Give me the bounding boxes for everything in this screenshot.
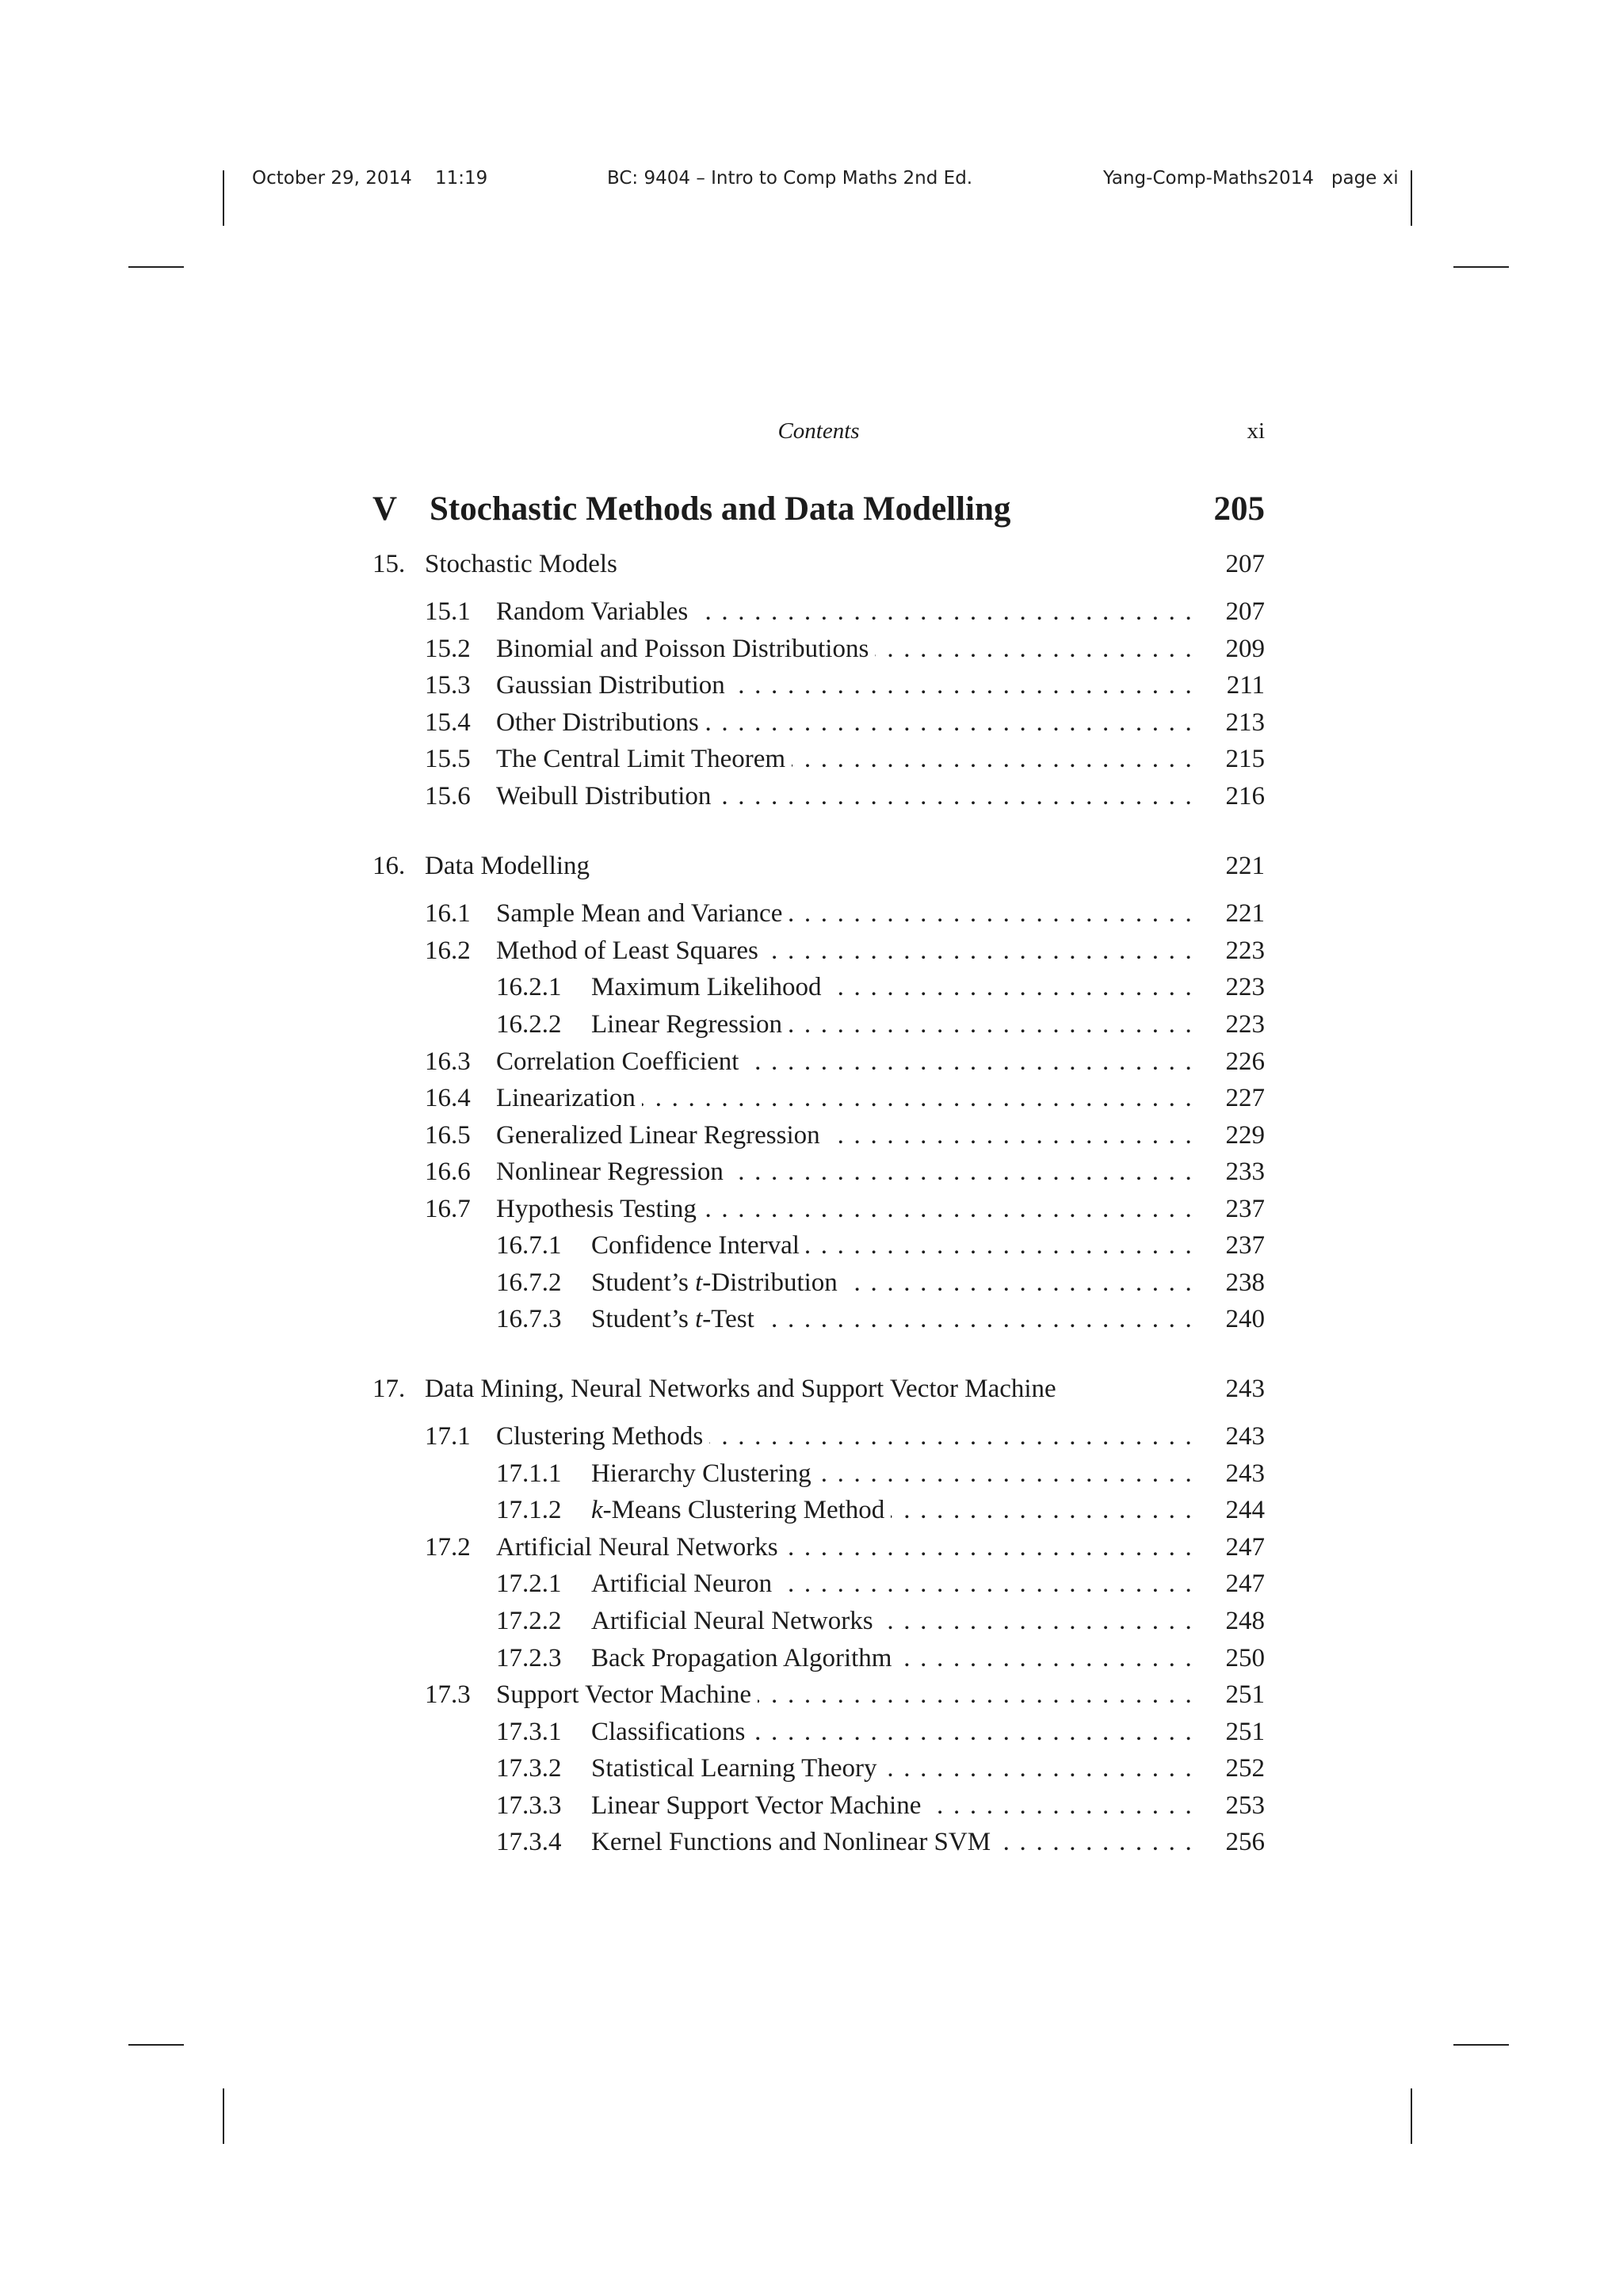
toc-entry-number: 15.1	[425, 597, 471, 626]
toc-entry-title: Data Modelling	[425, 852, 596, 880]
toc-entry-number: 16.	[372, 852, 406, 880]
toc-entry-title: Binomial and Poisson Distributions	[496, 635, 875, 663]
page-head	[372, 418, 1265, 453]
toc-entry-page: 250	[1225, 1644, 1265, 1672]
toc-entry-title: Correlation Coefficient	[496, 1047, 745, 1076]
toc-entry-leader	[591, 1006, 1193, 1043]
toc-entry-title: Back Propagation Algorithm	[591, 1644, 898, 1672]
page-head-number: xi	[1247, 418, 1265, 444]
toc-subsection-entry[interactable]	[372, 1264, 1265, 1301]
toc-entry-number: 16.3	[425, 1047, 471, 1076]
toc-entry-number: 17.1.2	[496, 1496, 562, 1524]
toc-entry-leader	[496, 1043, 1193, 1080]
toc-subsection-entry[interactable]	[372, 1566, 1265, 1602]
toc-entry-leader	[425, 546, 1193, 582]
toc-entry-number: 15.4	[425, 708, 471, 737]
toc-subsection-entry[interactable]	[372, 1227, 1265, 1264]
toc-entry-title: Artificial Neuron	[591, 1569, 778, 1598]
toc-section-entry[interactable]	[372, 1529, 1265, 1566]
crop-mark-bottom-right-vertical	[1411, 2088, 1412, 2144]
toc-entry-title: Classifications	[591, 1718, 751, 1746]
toc-section-entry[interactable]	[372, 631, 1265, 667]
running-header-book: BC: 9404 – Intro to Comp Maths 2nd Ed.	[607, 168, 973, 189]
toc-entry-page: 247	[1225, 1569, 1265, 1598]
toc-subsection-entry[interactable]	[372, 1603, 1265, 1639]
toc-entry-leader	[496, 1191, 1193, 1227]
toc-entry-number: 17.3.4	[496, 1828, 562, 1856]
toc-entry-page: 223	[1225, 973, 1265, 1001]
toc-subsection-entry[interactable]	[372, 969, 1265, 1005]
toc-section-entry[interactable]	[372, 778, 1265, 814]
toc-section-entry[interactable]	[372, 1154, 1265, 1190]
toc-entry-leader	[591, 1492, 1193, 1528]
toc-entry-page: 251	[1225, 1718, 1265, 1746]
toc-entry-number: 16.4	[425, 1084, 471, 1112]
toc-section-entry[interactable]	[372, 1080, 1265, 1116]
toc-subsection-entry[interactable]	[372, 1824, 1265, 1860]
toc-entry-leader	[496, 741, 1193, 777]
toc-entry-leader	[496, 704, 1193, 741]
running-header-file	[1103, 168, 1399, 189]
toc-entry-number: 17.2.3	[496, 1644, 562, 1672]
header-time: 11:19	[435, 168, 488, 189]
toc-entry-leader	[496, 1529, 1193, 1566]
crop-mark-top-left-vertical	[223, 170, 224, 226]
toc-entry-page: 237	[1225, 1231, 1265, 1260]
toc-subsection-entry[interactable]	[372, 1492, 1265, 1528]
toc-entry-page: 233	[1225, 1158, 1265, 1186]
toc-entry-leader	[591, 1301, 1193, 1337]
toc-entry-number: 17.2	[425, 1533, 471, 1562]
toc-entry-page: 223	[1225, 1010, 1265, 1039]
toc-entry-page: 221	[1225, 899, 1265, 928]
toc-entry-number: 16.2.1	[496, 973, 562, 1001]
toc-entry-leader	[496, 933, 1193, 969]
toc-entry-leader	[496, 1080, 1193, 1116]
toc-entry-title: Clustering Methods	[496, 1422, 709, 1451]
toc-entry-leader	[496, 1117, 1193, 1154]
toc-entry-number: 17.1	[425, 1422, 471, 1451]
toc-entry-number: 17.2.2	[496, 1607, 562, 1635]
header-page-label: page xi	[1331, 168, 1399, 189]
toc-entry-title: Maximum Likelihood	[591, 973, 828, 1001]
toc-entry-page: 244	[1225, 1496, 1265, 1524]
toc-section-entry[interactable]	[372, 1117, 1265, 1154]
toc-entry-title: Confidence Interval	[591, 1231, 806, 1260]
toc-chapter-entry[interactable]	[372, 848, 1265, 884]
toc-entry-title: Stochastic Models	[425, 550, 624, 578]
toc-entry-page: 229	[1225, 1121, 1265, 1150]
toc-entry-leader	[425, 848, 1193, 884]
toc-entry-leader	[496, 1418, 1193, 1455]
toc-entry-leader	[591, 1603, 1193, 1639]
toc-entry-title: Statistical Learning Theory	[591, 1754, 883, 1783]
toc-entry-title: Student’s t-Distribution	[591, 1268, 844, 1297]
toc-entry-title: Hypothesis Testing	[496, 1195, 703, 1223]
toc-entry-page: 252	[1225, 1754, 1265, 1783]
toc-entry-page: 221	[1225, 852, 1265, 880]
toc-entry-leader	[591, 1264, 1193, 1301]
toc-entry-number: 16.7.1	[496, 1231, 562, 1260]
toc-subsection-entry[interactable]	[372, 1750, 1265, 1787]
toc-section-entry[interactable]	[372, 895, 1265, 932]
toc-entry-page: 215	[1225, 745, 1265, 773]
toc-section-entry[interactable]	[372, 1043, 1265, 1080]
toc-section-entry[interactable]	[372, 741, 1265, 777]
toc-entry-title: Method of Least Squares	[496, 936, 765, 965]
crop-mark-bottom-left-vertical	[223, 2088, 224, 2144]
part-page: 205	[1213, 490, 1265, 528]
toc-section-entry[interactable]	[372, 1418, 1265, 1455]
toc-entry-page: 243	[1225, 1422, 1265, 1451]
toc-entry-title: k-Means Clustering Method	[591, 1496, 891, 1524]
toc-entry-title: Sample Mean and Variance	[496, 899, 789, 928]
crop-mark-top-right-horizontal	[1453, 266, 1509, 268]
toc-section-entry[interactable]	[372, 1676, 1265, 1713]
toc-entry-page: 209	[1225, 635, 1265, 663]
toc-entry-number: 17.	[372, 1375, 406, 1403]
part-title: Stochastic Methods and Data Modelling	[430, 490, 1011, 528]
toc-entry-leader	[591, 1824, 1193, 1860]
crop-mark-top-left-horizontal	[128, 266, 184, 268]
toc-entry-title: Artificial Neural Networks	[591, 1607, 880, 1635]
toc-entry-number: 16.2	[425, 936, 471, 965]
header-date: October 29, 2014	[252, 168, 412, 189]
toc-entry-page: 207	[1225, 550, 1265, 578]
toc-entry-title: Weibull Distribution	[496, 782, 717, 810]
toc-entry-page: 243	[1225, 1459, 1265, 1488]
part-number: V	[372, 490, 398, 528]
toc-entry-title: Linearization	[496, 1084, 642, 1112]
crop-mark-bottom-left-horizontal	[128, 2044, 184, 2046]
toc-entry-number: 15.	[372, 550, 406, 578]
toc-entry-page: 227	[1225, 1084, 1265, 1112]
toc-entry-leader	[425, 1371, 1193, 1407]
toc-entry-title: Random Variables	[496, 597, 694, 626]
toc-entry-leader	[591, 969, 1193, 1005]
toc-entry-leader	[591, 1566, 1193, 1602]
toc-section-entry[interactable]	[372, 593, 1265, 630]
toc-subsection-entry[interactable]	[372, 1301, 1265, 1337]
toc-entry-number: 16.6	[425, 1158, 471, 1186]
toc-entry-number: 15.3	[425, 671, 471, 700]
toc-subsection-entry[interactable]	[372, 1787, 1265, 1824]
toc-chapter-entry[interactable]	[372, 546, 1265, 582]
toc-entry-leader	[591, 1787, 1193, 1824]
toc-subsection-entry[interactable]	[372, 1640, 1265, 1676]
toc-entry-number: 15.6	[425, 782, 471, 810]
toc-entry-number: 17.3.1	[496, 1718, 562, 1746]
running-header-date	[252, 168, 487, 189]
toc-entry-leader	[496, 1154, 1193, 1190]
toc-section-entry[interactable]	[372, 667, 1265, 704]
toc-entry-number: 16.1	[425, 899, 471, 928]
toc-subsection-entry[interactable]	[372, 1006, 1265, 1043]
toc-entry-number: 16.2.2	[496, 1010, 562, 1039]
toc-entry-page: 213	[1225, 708, 1265, 737]
toc-subsection-entry[interactable]	[372, 1455, 1265, 1492]
toc-entry-page: 248	[1225, 1607, 1265, 1635]
toc-entry-leader	[591, 1455, 1193, 1492]
toc-entry-title: Artificial Neural Networks	[496, 1533, 785, 1562]
toc-entry-number: 17.3.2	[496, 1754, 562, 1783]
toc-entry-number: 16.7.2	[496, 1268, 562, 1297]
crop-mark-bottom-right-horizontal	[1453, 2044, 1509, 2046]
part-heading[interactable]	[372, 490, 1265, 537]
toc-entry-title: Other Distributions	[496, 708, 705, 737]
toc-entry-title: Nonlinear Regression	[496, 1158, 730, 1186]
toc-entry-number: 16.7	[425, 1195, 471, 1223]
crop-mark-top-right-vertical	[1411, 170, 1412, 226]
toc-subsection-entry[interactable]	[372, 1714, 1265, 1750]
toc-entry-number: 17.3.3	[496, 1791, 562, 1820]
toc-entry-number: 16.5	[425, 1121, 471, 1150]
toc-entry-title: Kernel Functions and Nonlinear SVM	[591, 1828, 997, 1856]
toc-entry-title: The Central Limit Theorem	[496, 745, 792, 773]
toc-entry-leader	[496, 1676, 1193, 1713]
toc-entry-title: Gaussian Distribution	[496, 671, 731, 700]
toc-entry-leader	[591, 1227, 1193, 1264]
page-head-title: Contents	[777, 418, 860, 444]
toc-entry-title: Student’s t-Test	[591, 1305, 761, 1333]
toc-entry-leader	[496, 778, 1193, 814]
toc-entry-page: 251	[1225, 1680, 1265, 1709]
toc-section-entry[interactable]	[372, 933, 1265, 969]
toc-entry-page: 216	[1225, 782, 1265, 810]
toc-section-entry[interactable]	[372, 704, 1265, 741]
toc-entry-page: 226	[1225, 1047, 1265, 1076]
toc-entry-page: 207	[1225, 597, 1265, 626]
toc-entry-page: 211	[1226, 671, 1265, 700]
toc-entry-leader	[591, 1714, 1193, 1750]
toc-entry-leader	[496, 667, 1193, 704]
toc-entry-leader	[496, 895, 1193, 932]
toc-entry-title: Support Vector Machine	[496, 1680, 758, 1709]
toc-entry-title: Data Mining, Neural Networks and Support Vector Machine	[425, 1375, 1063, 1403]
toc-entry-page: 253	[1225, 1791, 1265, 1820]
toc-entry-number: 15.5	[425, 745, 471, 773]
toc-entry-title: Generalized Linear Regression	[496, 1121, 827, 1150]
toc-entry-leader	[591, 1750, 1193, 1787]
toc-chapter-entry[interactable]	[372, 1371, 1265, 1407]
toc-entry-page: 237	[1225, 1195, 1265, 1223]
toc-entry-page: 240	[1225, 1305, 1265, 1333]
toc-entry-title: Hierarchy Clustering	[591, 1459, 818, 1488]
toc-entry-page: 223	[1225, 936, 1265, 965]
toc-entry-number: 17.1.1	[496, 1459, 562, 1488]
toc-entry-number: 17.2.1	[496, 1569, 562, 1598]
toc-entry-page: 238	[1225, 1268, 1265, 1297]
toc-entry-number: 17.3	[425, 1680, 471, 1709]
toc-entry-page: 247	[1225, 1533, 1265, 1562]
toc-entry-number: 16.7.3	[496, 1305, 562, 1333]
header-file: Yang-Comp-Maths2014	[1103, 168, 1314, 189]
toc-entry-title: Linear Support Vector Machine	[591, 1791, 927, 1820]
toc-section-entry[interactable]	[372, 1191, 1265, 1227]
toc-entry-leader	[591, 1640, 1193, 1676]
toc-entry-leader	[496, 593, 1193, 630]
toc-entry-number: 15.2	[425, 635, 471, 663]
toc-entry-page: 256	[1225, 1828, 1265, 1856]
toc-entry-title: Linear Regression	[591, 1010, 789, 1039]
toc-entry-page: 243	[1225, 1375, 1265, 1403]
toc-entry-leader	[496, 631, 1193, 667]
